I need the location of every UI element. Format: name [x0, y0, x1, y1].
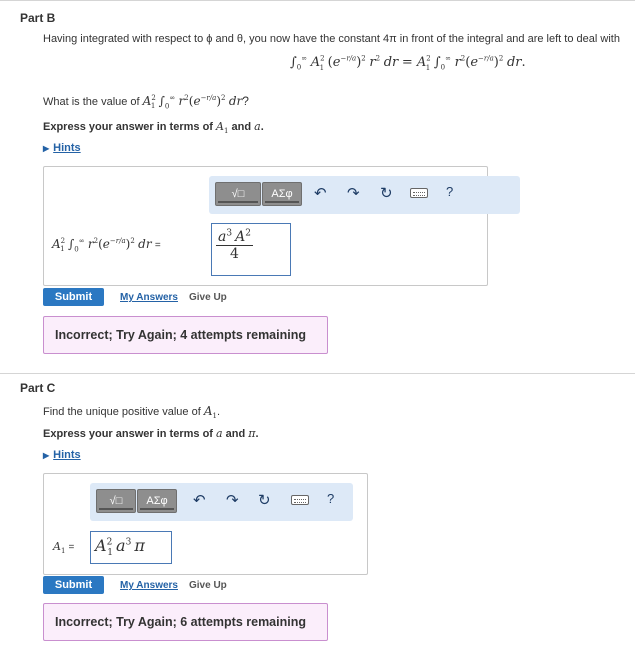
part-c-symbols-label: ΑΣφ — [146, 495, 168, 507]
part-b-num-exp3: 3 — [226, 228, 233, 239]
reset-icon[interactable]: ↻ — [258, 492, 271, 509]
part-c-answer-expression — [95, 536, 145, 559]
part-b-hints-link[interactable] — [43, 142, 81, 154]
part-c-express-instruction: Express your answer in terms of a and π. — [43, 427, 259, 440]
part-b-question-text: What is the value of — [43, 96, 140, 108]
part-c-express-var2: π — [248, 427, 256, 440]
part-b-question: What is the value of $A^2_1$ $\int_0^\infty$ $r^2(e^{-r/a})^2$ dr? — [43, 94, 249, 111]
undo-icon[interactable]: ↶ — [314, 185, 327, 202]
part-b-feedback: Incorrect; Try Again; 4 attempts remaining — [43, 316, 328, 354]
part-b-answer-lhs: $A^2_1$ $\int_0^\infty$ $r^2(e^{-r/a})^2$ dr = — [52, 237, 161, 254]
part-c-hints-link[interactable] — [43, 449, 81, 461]
part-b-symbols-button[interactable] — [262, 182, 302, 206]
part-b-num-a: a — [218, 229, 227, 245]
part-b-express-instruction: Express your answer in terms of $A_1$ and a. — [43, 120, 264, 136]
triangle-right-icon: ▶ — [43, 451, 50, 460]
part-b-symbols-label: ΑΣφ — [271, 188, 293, 200]
part-b-my-answers-link[interactable]: My Answers — [120, 292, 178, 303]
top-divider — [0, 0, 635, 1]
keyboard-icon[interactable] — [410, 188, 428, 198]
part-b-denominator: 4 — [230, 246, 239, 262]
part-b-answer-box — [43, 166, 488, 286]
part-b-express-and: and — [231, 121, 252, 133]
part-c-answer-input[interactable] — [90, 531, 172, 564]
part-c-equals: = — [68, 542, 75, 553]
part-b-give-up-link[interactable]: Give Up — [189, 292, 227, 303]
help-icon[interactable]: ? — [446, 184, 454, 199]
part-c-ans-a: a — [116, 536, 126, 555]
help-icon[interactable]: ? — [327, 491, 335, 506]
part-c-hints-label: Hints — [53, 449, 81, 461]
part-c-symbols-button[interactable] — [137, 489, 177, 513]
part-c-divider — [0, 373, 635, 374]
redo-icon[interactable]: ↷ — [226, 492, 239, 509]
part-b-answer-fraction — [216, 228, 253, 262]
part-b-templates-button[interactable] — [215, 182, 261, 206]
part-c-submit-button[interactable]: Submit — [43, 576, 104, 594]
part-c-lhs-var: A — [53, 540, 61, 553]
part-b-equals: = — [154, 240, 161, 251]
part-c-ans-exp3: 3 — [125, 537, 132, 548]
part-b-express-var2: a — [254, 120, 261, 133]
part-b-hints-label: Hints — [53, 142, 81, 154]
part-b-display-equation: $\int_0^\infty$ $A^2_1$ $(e^{-r/a})^2$ $r^2$ dr = $A^2_1$ $\int_0^\infty$ $r^2(e^{-r/a})^2$ dr. — [290, 54, 526, 72]
triangle-right-icon: ▶ — [43, 144, 50, 153]
redo-icon[interactable]: ↷ — [347, 185, 360, 202]
part-b-express-text: Express your answer in terms of — [43, 121, 213, 133]
part-c-express-text: Express your answer in terms of — [43, 428, 213, 440]
part-c-answer-box — [43, 473, 368, 575]
part-c-express-var1: a — [216, 427, 223, 440]
part-c-ans-A: A — [95, 536, 107, 555]
part-c-ans-pi: π — [134, 536, 145, 555]
part-c-templates-button[interactable] — [96, 489, 136, 513]
part-c-give-up-link[interactable]: Give Up — [189, 580, 227, 591]
part-b-submit-button[interactable]: Submit — [43, 288, 104, 306]
part-c-math-toolbar — [90, 483, 353, 521]
part-c-ans-sub1: 1 — [107, 548, 114, 559]
part-b-express-sub1: 1 — [223, 127, 229, 136]
part-b-num-exp2: 2 — [245, 228, 251, 239]
part-c-feedback: Incorrect; Try Again; 6 attempts remaining — [43, 603, 328, 641]
part-c-title: Part C — [20, 381, 56, 395]
part-c-express-and: and — [225, 428, 246, 440]
keyboard-icon[interactable] — [291, 495, 309, 505]
part-c-question-text: Find the unique positive value of — [43, 406, 201, 418]
part-b-math-toolbar — [209, 176, 520, 214]
part-b-answer-input[interactable] — [211, 223, 291, 276]
part-c-question: Find the unique positive value of $A_1$. — [43, 404, 221, 421]
part-b-express-var1: A — [216, 120, 224, 133]
part-b-title: Part B — [20, 11, 56, 25]
part-b-intro: Having integrated with respect to ϕ and θ, you now have the constant 4π in front of the integral and are left to deal with — [43, 33, 620, 45]
reset-icon[interactable]: ↻ — [380, 185, 393, 202]
undo-icon[interactable]: ↶ — [193, 492, 206, 509]
part-c-lhs-sub: 1 — [60, 547, 66, 556]
part-b-num-A: A — [235, 229, 246, 245]
part-c-my-answers-link[interactable]: My Answers — [120, 580, 178, 591]
part-c-answer-lhs — [53, 540, 75, 556]
part-c-templates-label: √□ — [109, 495, 123, 507]
part-c-ans-exp2: 2 — [106, 537, 113, 548]
part-b-templates-label: √□ — [231, 188, 245, 200]
